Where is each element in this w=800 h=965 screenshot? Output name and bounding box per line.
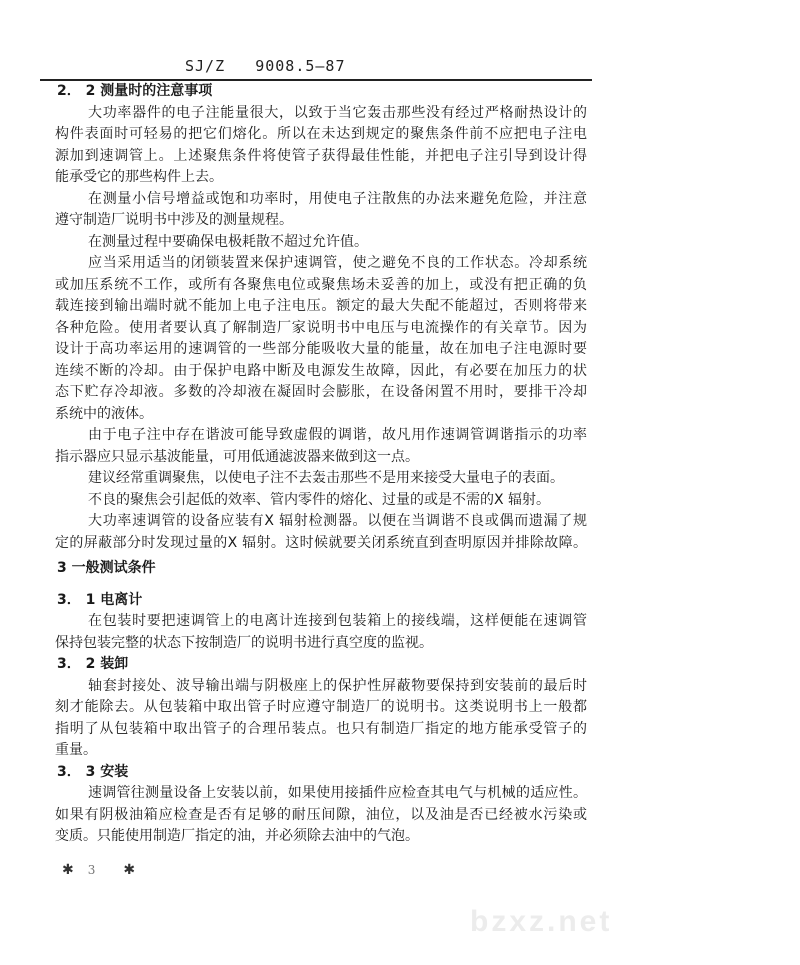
text-line: 在测量过程中要确保电极耗散不超过允许值。 — [88, 233, 368, 250]
section-heading: 3 一般测试条件 — [57, 560, 156, 576]
page-number: 3 — [87, 863, 96, 877]
section-heading: 3． 3 安装 — [57, 763, 129, 780]
text-line: 大功率器件的电子注能量很大，以致于当它轰击那些没有经过严格耐热设计的 — [88, 104, 587, 121]
page-footer — [62, 862, 135, 878]
text-line: 如果有阴极油箱应检查是否有足够的耐压间隙，油位，以及油是否已经被水污染或 — [55, 806, 587, 823]
text-line: 大功率速调管的设备应装有X 辐射检测器。以便在当调谐不良或偶而遗漏了规 — [88, 513, 587, 529]
text-line: 能承受它的那些构件上去。 — [55, 169, 223, 185]
text-line: 由于电子注中存在谐波可能导致虚假的调谐，故凡用作速调管调谐指示的功率 — [88, 427, 587, 443]
text-line: 遵守制造厂说明书中涉及的测量规程。 — [55, 212, 293, 228]
text-line: 不良的聚焦会引起低的效率、管内零件的熔化、过量的或是不需的X 辐射。 — [88, 491, 551, 508]
text-line: 保持包装完整的状态下按制造厂的说明书进行真空度的监视。 — [55, 634, 433, 651]
section-heading: 3． 1 电离计 — [57, 591, 143, 608]
text-line: 构件表面时可轻易的把它们熔化。所以在未达到规定的聚焦条件前不应把电子注电 — [55, 126, 587, 142]
text-line: 系统中的液体。 — [55, 405, 153, 422]
document-number-header: SJ/Z 9008.5—87 — [185, 57, 346, 75]
watermark: bzxz.net — [470, 905, 613, 938]
text-line: 指示器应只显示基波能量，可用低通滤波器来做到这一点。 — [55, 448, 419, 465]
text-line: 态下贮存冷却液。多数的冷却液在凝固时会膨胀，在设备闲置不用时，要排干冷却 — [55, 384, 587, 400]
text-line: 应当采用适当的闭锁装置来保护速调管，使之避免不良的工作状态。冷却系统 — [88, 255, 587, 271]
text-line: 定的屏蔽部分时发现过量的X 辐射。这时候就要关闭系统直到查明原因并排除故障。 — [55, 534, 587, 551]
footer-star-left: ✱ — [62, 862, 74, 878]
text-line: 重量。 — [55, 742, 97, 758]
text-line: 载连接到输出端时就不能加上电子注电压。额定的最大失配不能超过，否则将带来 — [55, 298, 587, 314]
text-line: 设计于高功率运用的速调管的一些部分能吸收大量的能量，故在加电子注电源时要 — [55, 341, 587, 357]
document-body — [55, 81, 587, 848]
section-heading: 3． 2 装卸 — [57, 656, 129, 672]
text-line: 各种危险。使用者要认真了解制造厂家说明书中电压与电流操作的有关章节。因为 — [55, 319, 587, 336]
text-line: 连续不断的冷却。由于保护电路中断及电源发生故障，因此，有必要在加压力的状 — [55, 362, 587, 379]
section-heading: 2． 2 测量时的注意事项 — [57, 83, 213, 99]
text-line: 源加到速调管上。上述聚焦条件将使管子获得最佳性能，并把电子注引导到设计得 — [55, 147, 587, 164]
footer-star-right: ✱ — [123, 862, 136, 878]
text-line: 建议经常重调聚焦，以使电子注不去轰击那些不是用来接受大量电子的表面。 — [88, 470, 564, 486]
text-line: 变质。只能使用制造厂指定的油，并必须除去油中的气泡。 — [55, 828, 419, 844]
text-line: 轴套封接处、波导输出端与阴极座上的保护性屏蔽物要保持到安装前的最后时 — [88, 677, 587, 694]
text-line: 速调管往测量设备上安装以前，如果使用接插件应检查其电气与机械的适应性。 — [88, 785, 587, 801]
text-line: 在测量小信号增益或饱和功率时，用使电子注散焦的办法来避免危险，并注意 — [88, 190, 587, 207]
text-line: 刻才能除去。从包装箱中取出管子时应遵守制造厂的说明书。这类说明书上一般都 — [55, 699, 587, 715]
text-line: 或加压系统不工作，或所有各聚焦电位或聚焦场未妥善的加上，或没有把正确的负 — [55, 276, 587, 293]
text-line: 指明了从包装箱中取出管子的合理吊装点。也只有制造厂指定的地方能承受管子的 — [55, 720, 587, 737]
text-line: 在包装时要把速调管上的电离计连接到包装箱上的接线端，这样便能在速调管 — [88, 613, 587, 629]
